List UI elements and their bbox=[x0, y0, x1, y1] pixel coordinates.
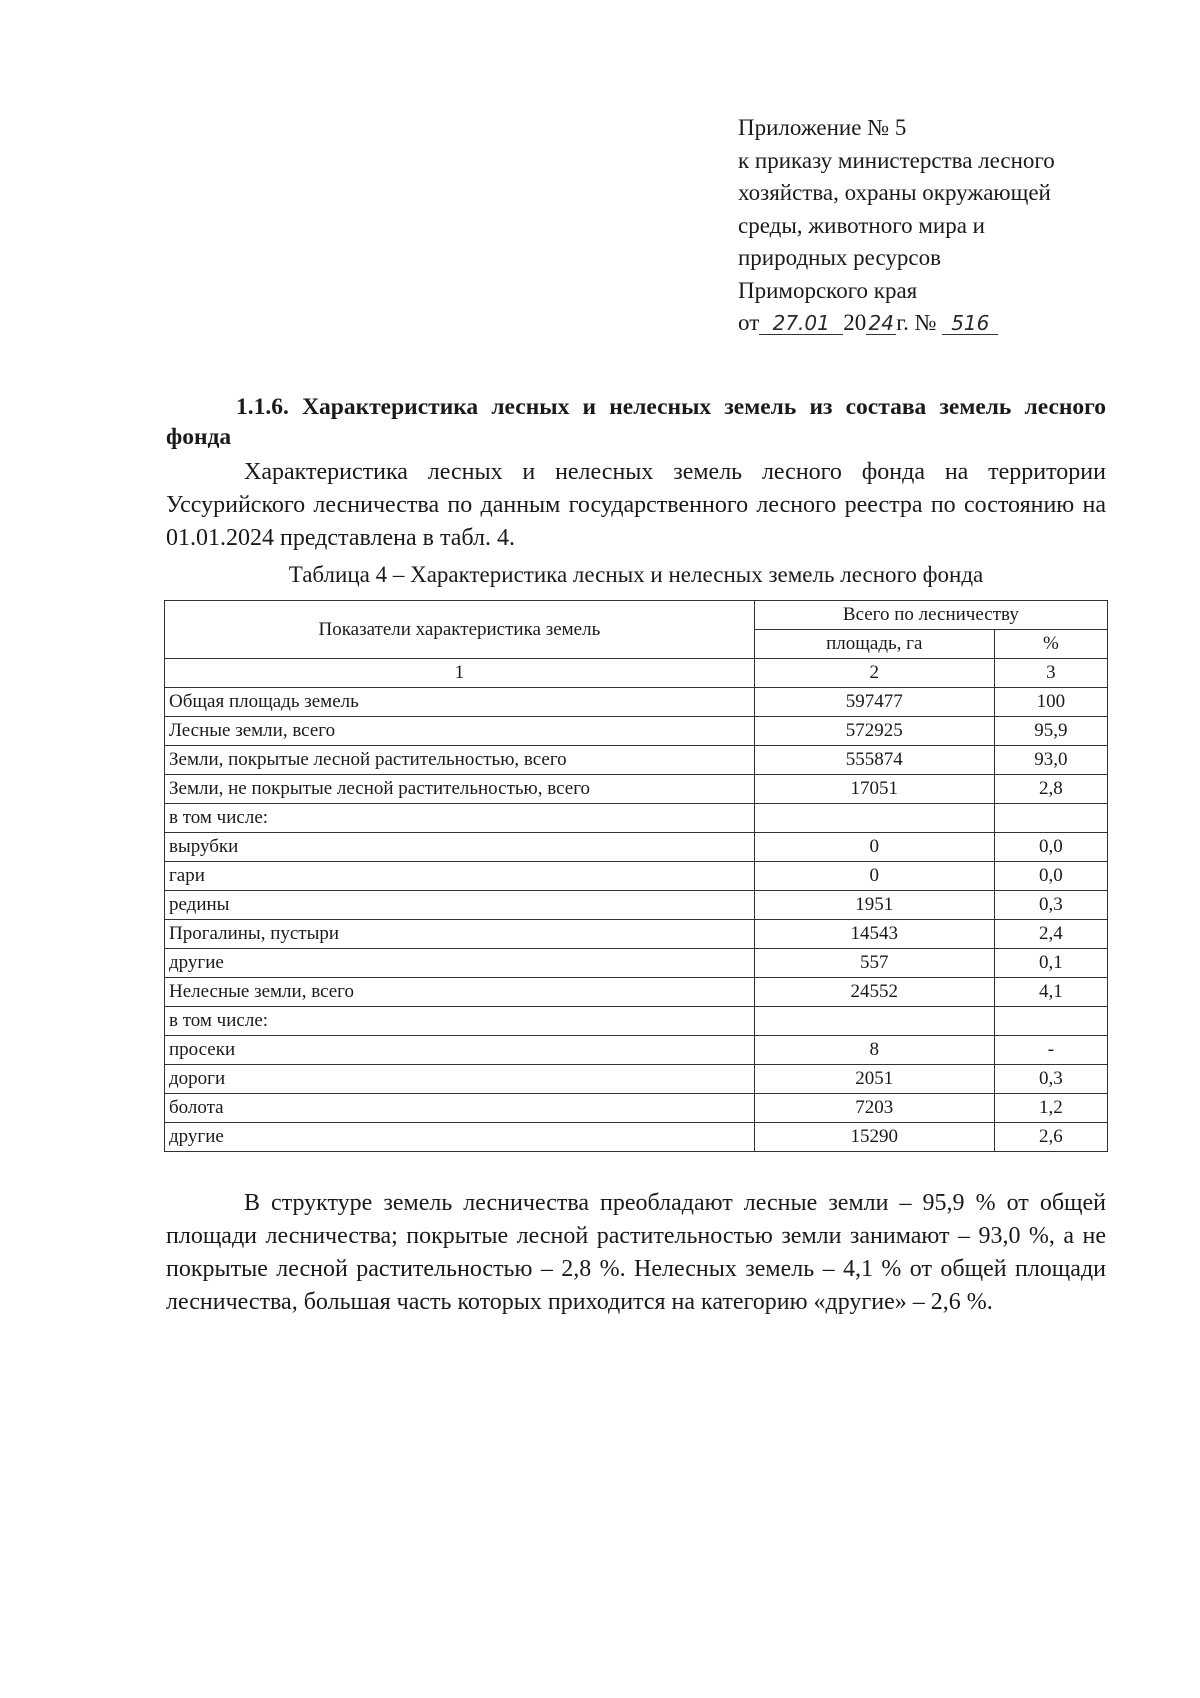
column-number: 1 bbox=[165, 659, 755, 688]
land-characteristics-table bbox=[164, 600, 1108, 1152]
table-header-row bbox=[165, 601, 1108, 630]
annex-block bbox=[738, 112, 1158, 340]
row-area: 557 bbox=[754, 949, 994, 978]
row-label: болота bbox=[165, 1094, 755, 1123]
order-year-prefix: 20 bbox=[843, 310, 867, 335]
row-percent bbox=[994, 804, 1107, 833]
table-row bbox=[165, 804, 1108, 833]
annex-line: к приказу министерства лесного bbox=[738, 147, 1055, 173]
table-row bbox=[165, 1094, 1108, 1123]
section-number: 1.1.6. bbox=[236, 394, 289, 420]
row-label: Прогалины, пустыри bbox=[165, 920, 755, 949]
row-percent: 2,6 bbox=[994, 1123, 1107, 1152]
row-label: другие bbox=[165, 949, 755, 978]
row-area bbox=[754, 804, 994, 833]
annex-line: Приложение № 5 bbox=[738, 115, 907, 140]
table-row bbox=[165, 920, 1108, 949]
annex-line: среды, животного мира и bbox=[738, 212, 985, 238]
row-area: 15290 bbox=[754, 1123, 994, 1152]
row-percent: 0,0 bbox=[994, 833, 1107, 862]
row-percent: 0,3 bbox=[994, 891, 1107, 920]
row-label: гари bbox=[165, 862, 755, 891]
row-label: редины bbox=[165, 891, 755, 920]
row-label: дороги bbox=[165, 1065, 755, 1094]
row-percent: 95,9 bbox=[994, 717, 1107, 746]
row-area: 0 bbox=[754, 862, 994, 891]
table-row bbox=[165, 862, 1108, 891]
row-area: 8 bbox=[754, 1036, 994, 1065]
row-label: Общая площадь земель bbox=[165, 688, 755, 717]
table-row bbox=[165, 1007, 1108, 1036]
intro-paragraph: Характеристика лесных и нелесных земель лесного фонда на территории Уссурийского лесничества по данным государственного лесного реестра по состоянию на 01.01.2024 представлена в табл. 4. bbox=[166, 459, 1106, 551]
table-row bbox=[165, 746, 1108, 775]
table-row bbox=[165, 775, 1108, 804]
row-label: Нелесные земли, всего bbox=[165, 978, 755, 1007]
row-label: в том числе: bbox=[165, 804, 755, 833]
table-row bbox=[165, 833, 1108, 862]
table-row bbox=[165, 1065, 1108, 1094]
header-percent: % bbox=[994, 630, 1107, 659]
table-column-numbers-row bbox=[165, 659, 1108, 688]
table-row bbox=[165, 978, 1108, 1007]
section-heading bbox=[166, 392, 1106, 452]
annex-line: хозяйства, охраны окружающей bbox=[738, 180, 1051, 205]
order-year-handwritten: 24 bbox=[866, 312, 896, 335]
row-percent: 0,0 bbox=[994, 862, 1107, 891]
header-total: Всего по лесничеству bbox=[754, 601, 1107, 630]
row-area: 14543 bbox=[754, 920, 994, 949]
row-percent: 2,4 bbox=[994, 920, 1107, 949]
row-percent: 0,1 bbox=[994, 949, 1107, 978]
header-indicator: Показатели характеристика земель bbox=[165, 601, 755, 659]
order-line bbox=[738, 307, 1158, 340]
row-area: 7203 bbox=[754, 1094, 994, 1123]
row-label: Лесные земли, всего bbox=[165, 717, 755, 746]
table-caption: Таблица 4 – Характеристика лесных и нелесных земель лесного фонда bbox=[288, 562, 984, 587]
table-body bbox=[165, 688, 1108, 1152]
row-percent: - bbox=[994, 1036, 1107, 1065]
row-percent: 1,2 bbox=[994, 1094, 1107, 1123]
table-row bbox=[165, 1123, 1108, 1152]
annex-line: природных ресурсов bbox=[738, 245, 941, 270]
row-label: в том числе: bbox=[165, 1007, 755, 1036]
row-percent: 93,0 bbox=[994, 746, 1107, 775]
header-area: площадь, га bbox=[754, 630, 994, 659]
table-row bbox=[165, 891, 1108, 920]
row-area bbox=[754, 1007, 994, 1036]
row-percent bbox=[994, 1007, 1107, 1036]
row-area: 24552 bbox=[754, 978, 994, 1007]
table-row bbox=[165, 717, 1108, 746]
column-number: 2 bbox=[754, 659, 994, 688]
table-row bbox=[165, 949, 1108, 978]
order-number-handwritten: 516 bbox=[942, 312, 998, 335]
annex-line: Приморского края bbox=[738, 277, 918, 303]
row-area: 1951 bbox=[754, 891, 994, 920]
table-row bbox=[165, 1036, 1108, 1065]
row-area: 555874 bbox=[754, 746, 994, 775]
row-label: Земли, не покрытые лесной растительностью, всего bbox=[165, 775, 755, 804]
row-percent: 2,8 bbox=[994, 775, 1107, 804]
conclusion-paragraph: В структуре земель лесничества преобладают лесные земли – 95,9 % от общей площади лесничества; покрытые лесной растительностью земли занимают – 93,0 %, а не покрытые лесной растительностью – 2,8 %. Нелесных земель – 4,1 % от общей площади лесничества, большая часть которых приходится на категорию «другие» – 2,6 %. bbox=[166, 1190, 1106, 1315]
row-percent: 0,3 bbox=[994, 1065, 1107, 1094]
section-title: Характеристика лесных и нелесных земель из состава земель лесного фонда bbox=[166, 394, 1107, 450]
column-number: 3 bbox=[994, 659, 1107, 688]
row-label: другие bbox=[165, 1123, 755, 1152]
order-year-word: г. bbox=[896, 310, 909, 335]
order-date-handwritten: 27.01 bbox=[759, 312, 843, 335]
row-area: 17051 bbox=[754, 775, 994, 804]
row-area: 597477 bbox=[754, 688, 994, 717]
row-label: вырубки bbox=[165, 833, 755, 862]
row-percent: 4,1 bbox=[994, 978, 1107, 1007]
row-label: просеки bbox=[165, 1036, 755, 1065]
row-area: 572925 bbox=[754, 717, 994, 746]
order-number-sign: № bbox=[914, 310, 937, 335]
row-label: Земли, покрытые лесной растительностью, всего bbox=[165, 746, 755, 775]
row-area: 2051 bbox=[754, 1065, 994, 1094]
order-prefix: от bbox=[738, 310, 760, 335]
table-row bbox=[165, 688, 1108, 717]
row-area: 0 bbox=[754, 833, 994, 862]
row-percent: 100 bbox=[994, 688, 1107, 717]
